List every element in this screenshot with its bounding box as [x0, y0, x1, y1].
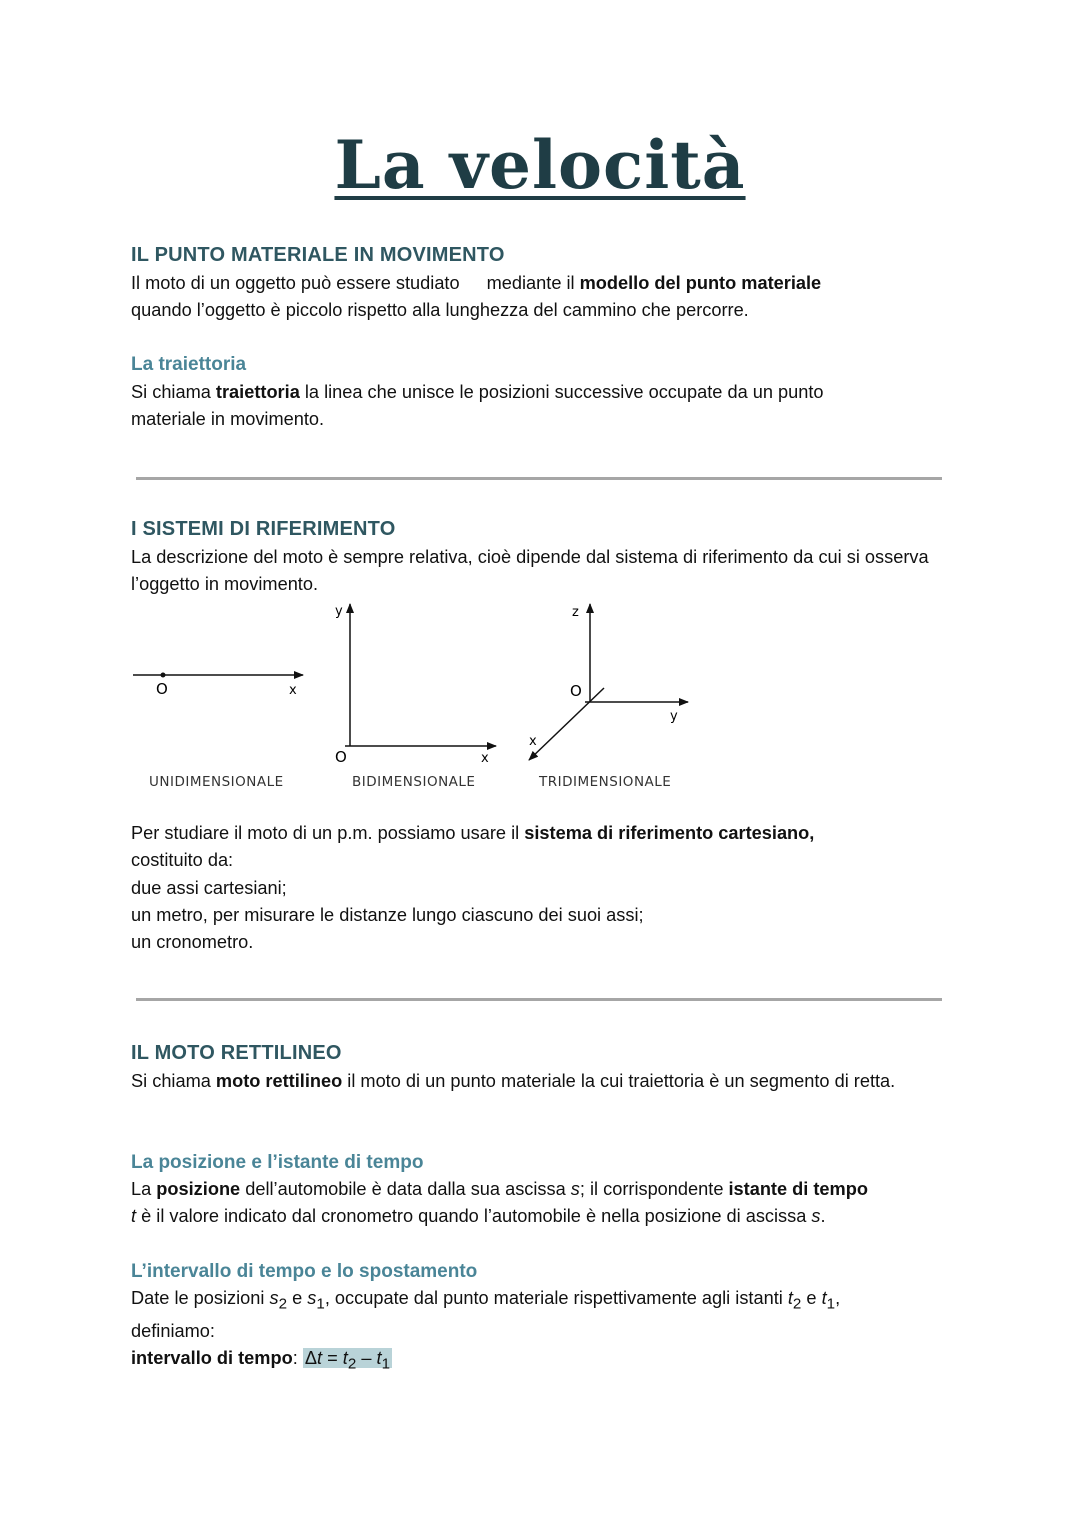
- tri-x-label: x: [529, 734, 537, 749]
- list-item: due assi cartesiani;: [131, 877, 287, 898]
- tri-caption: TRIDIMENSIONALE: [539, 774, 672, 790]
- tri-z-label: z: [572, 605, 579, 620]
- bi-y-label: y: [335, 604, 343, 619]
- unidimensional-axis: [133, 673, 303, 791]
- section-heading-moto-rettilineo: IL MOTO RETTILINEO: [131, 1042, 342, 1064]
- page-title: La velocità: [334, 126, 746, 204]
- subheading-posizione-istante: La posizione e l’istante di tempo: [131, 1152, 424, 1173]
- divider: [136, 477, 942, 480]
- paragraph-traiettoria: Si chiama traiettoria la linea che unisce le posizioni successive occupate da un punto materiale in movimento.: [131, 382, 824, 430]
- bidimensional-axes: [335, 604, 496, 790]
- tridimensional-axes: [529, 604, 688, 790]
- paragraph-moto-rettilineo: Si chiama moto rettilineo il moto di un punto materiale la cui traiettoria è un segmento di retta.: [131, 1071, 896, 1091]
- subheading-traiettoria: La traiettoria: [131, 354, 247, 375]
- tri-y-label: y: [670, 709, 678, 724]
- list-item: un metro, per misurare le distanze lungo ciascuno dei suoi assi;: [131, 904, 644, 925]
- section-heading-sistemi-riferimento: I SISTEMI DI RIFERIMENTO: [131, 518, 396, 540]
- list-item: un cronometro.: [131, 932, 254, 953]
- divider: [136, 998, 942, 1001]
- bi-x-label: x: [481, 751, 489, 766]
- paragraph-intervallo: Date le posizioni $s_2$ e $s_1$, occupate dal punto materiale rispettivamente agli istanti $t_2$ e $t_1$, definiamo: intervallo di tempo: $\Delta t = t_2 - t_1$: [131, 1288, 841, 1373]
- section-heading-punto-materiale: IL PUNTO MATERIALE IN MOVIMENTO: [131, 244, 505, 266]
- tri-origin-label: O: [570, 682, 582, 700]
- reference-systems-diagram: [0, 598, 1080, 798]
- uni-caption: UNIDIMENSIONALE: [149, 774, 284, 790]
- bi-origin-label: O: [335, 748, 347, 766]
- uni-x-label: x: [289, 683, 297, 698]
- paragraph-modello-punto: Il moto di un oggetto può essere studiato mediante il modello del punto materiale quando l’oggetto è piccolo rispetto alla lunghezza del cammino che percorre.: [131, 273, 822, 321]
- paragraph-posizione: La posizione dell’automobile è data dalla sua ascissa s; il corrispondente istante di tempo t è il valore indicato dal cronometro quando l’automobile è nella posizione di ascissa s.: [131, 1179, 868, 1227]
- paragraph-descrizione-moto: La descrizione del moto è sempre relativa, cioè dipende dal sistema di riferimento da cui si osserva l’oggetto in movimento.: [131, 547, 929, 595]
- formula-intervallo-tempo: $\Delta t = t_2 - t_1$: [304, 1348, 390, 1373]
- subheading-intervallo-spostamento: L’intervallo di tempo e lo spostamento: [131, 1261, 478, 1282]
- uni-origin-label: O: [156, 680, 168, 698]
- paragraph-sistema-cartesiano: Per studiare il moto di un p.m. possiamo usare il sistema di riferimento cartesiano, costituito da: due assi cartesiani; un metro, per misurare le distanze lungo ciascuno dei suoi assi; un cronometro.: [131, 823, 815, 953]
- bi-caption: BIDIMENSIONALE: [352, 774, 476, 790]
